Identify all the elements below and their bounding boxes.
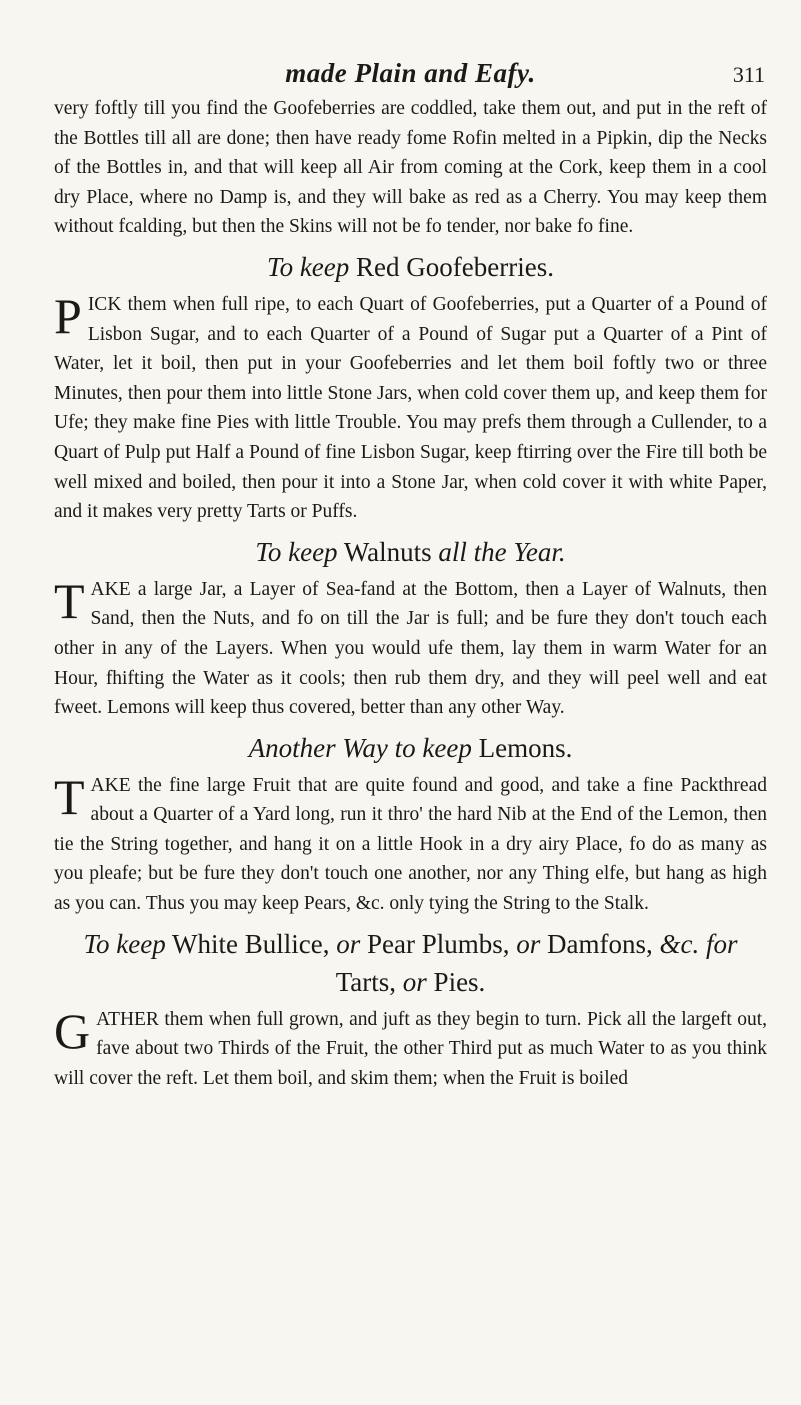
running-title: made Plain and Eafy. (285, 58, 536, 88)
heading-roman-2: Pear Plumbs, (366, 928, 510, 959)
section-heading-walnuts (54, 533, 767, 571)
heading-italic: Another Way to keep (248, 732, 472, 763)
heading-roman: White Bullice, (172, 928, 330, 959)
heading-roman-5: Pies. (433, 966, 486, 997)
heading-roman-4: Tarts, (335, 966, 397, 997)
section-body-lemons (54, 768, 767, 919)
section-heading-red-goofeberries (54, 248, 767, 286)
drop-cap: G (54, 1002, 91, 1059)
heading-roman: Red Goofeberries. (356, 251, 554, 282)
heading-italic: To keep (267, 251, 350, 282)
heading-roman: Lemons. (478, 732, 573, 763)
section-body-red-goofeberries (54, 287, 767, 527)
drop-cap: T (54, 768, 85, 825)
heading-italic: To keep (255, 536, 338, 567)
running-head (54, 58, 767, 94)
section-heading-bullice (54, 925, 767, 1001)
heading-italic-3: or (516, 928, 541, 959)
heading-roman: Walnuts (343, 536, 432, 567)
heading-italic-5: or (402, 966, 427, 997)
section-heading-lemons (54, 729, 767, 767)
intro-paragraph: very foftly till you find the Goofeberries are coddled, take them out, and put in the reft of the Bottles till all are done; then have ready fome Rofin melted in a Pipkin, dip the Necks of the Bottles in, and that will keep all Air from coming at the Cork, keep them in a cool dry Place, where no Damp is, and they will bake as red as a Cherry. You may keep them without fcalding, but then the Skins will not be fo tender, nor bake fo fine. (54, 98, 767, 238)
section-body-bullice (54, 1002, 767, 1094)
section-body-walnuts (54, 572, 767, 723)
body-text: ATHER them when full grown, and juft as they begin to turn. Pick all the largeft out, fave about two Thirds of the Fruit, the other Third put as much Water to as you think will cover the reft. Let them boil, and skim them; when the Fruit is boiled (54, 1008, 767, 1089)
heading-italic-2: or (336, 928, 361, 959)
body-text: AKE a large Jar, a Layer of Sea-fand at the Bottom, then a Layer of Walnuts, then Sand, then the Nuts, and fo on till the Jar is full; and be fure they don't touch each other in any of the Layers. When you would ufe them, lay them in warm Water for an Hour, fhifting the Water as it cools; then rub them dry, and they will peel well and eat fweet. Lemons will keep thus covered, better than any other Way. (54, 578, 767, 719)
drop-cap: T (54, 572, 85, 629)
heading-italic-2: all the Year. (438, 536, 566, 567)
heading-italic: To keep (83, 928, 166, 959)
heading-italic-4: &c. for (659, 928, 738, 959)
heading-roman-3: Damfons, (547, 928, 653, 959)
drop-cap: P (54, 287, 82, 344)
page-number: 311 (732, 62, 765, 87)
body-text: AKE the fine large Fruit that are quite found and good, and take a fine Packthread about a Quarter of a Yard long, run it thro' the hard Nib at the End of the Lemon, then tie the String together, and hang it on a little Hook in a dry airy Place, fo do as many as you pleafe; but be fure they don't touch one another, nor any Thing elfe, but hang as high as you can. Thus you may keep Pears, &c. only tying the String to the Stalk. (54, 774, 767, 915)
body-text: ICK them when full ripe, to each Quart of Goofeberries, put a Quarter of a Pound of Lisbon Sugar, and to each Quarter of a Pound of Sugar put a Quarter of a Pint of Water, let it boil, then put in your Goofeberries and let them boil foftly two or three Minutes, then pour them into little Stone Jars, when cold cover them up, and keep them for Ufe; they make fine Pies with little Trouble. You may prefs them through a Cullender, to a Quart of Pulp put Half a Pound of fine Lisbon Sugar, keep ftirring over the Fire till both be well mixed and boiled, then pour it into a Stone Jar, when cold cover it with white Paper, and it makes very pretty Tarts or Puffs. (54, 293, 767, 523)
